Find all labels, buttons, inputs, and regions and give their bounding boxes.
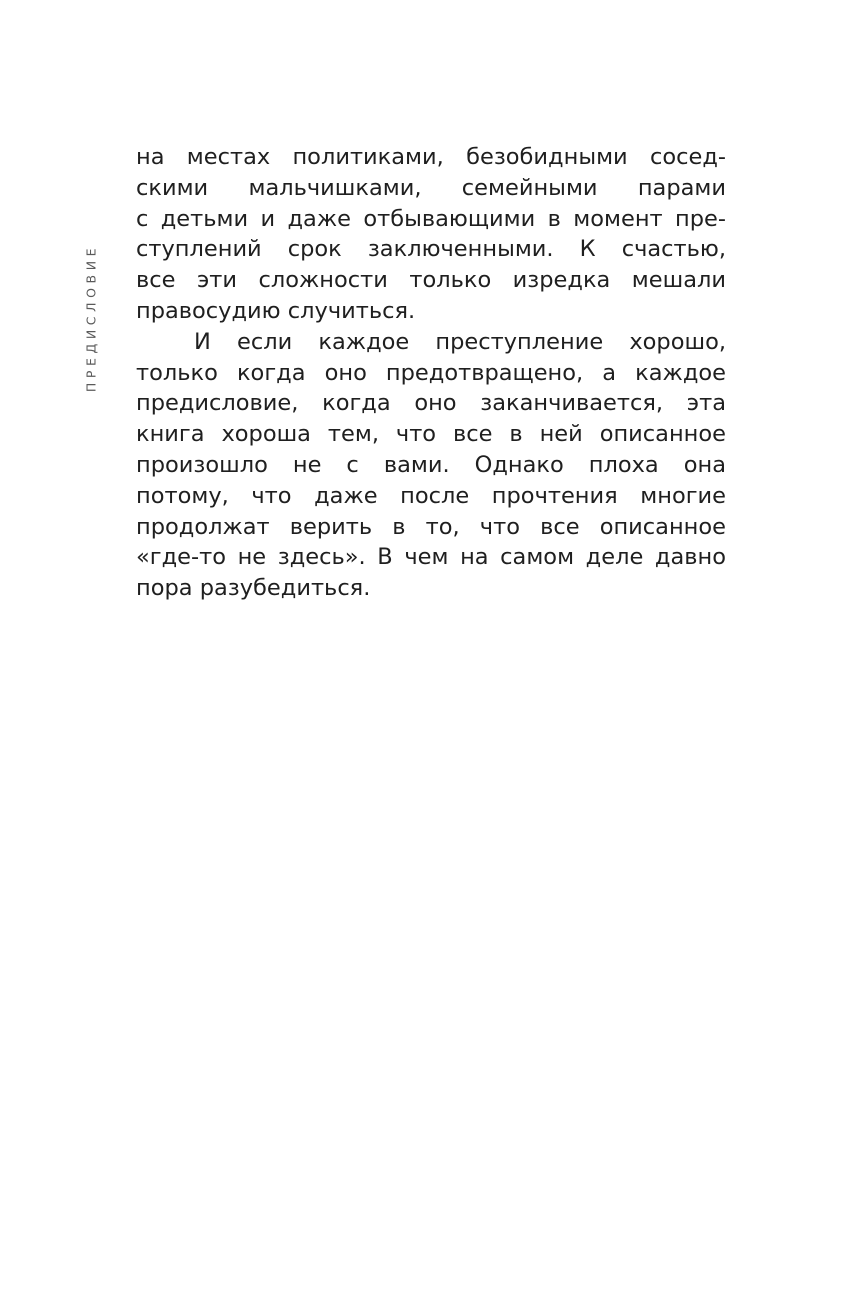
paragraph-2 <box>136 327 726 604</box>
text-line: правосудию случиться. <box>136 297 416 324</box>
text-line: только когда оно предотвращено, а каждое <box>136 359 726 386</box>
text-line: ступлений срок заключенными. К счастью, <box>136 236 726 263</box>
body-text <box>136 142 726 604</box>
text-line: скими мальчишками, семейными парами <box>136 174 726 201</box>
text-line: пора разубедиться. <box>136 575 371 602</box>
running-head: ПРЕДИСЛОВИЕ <box>83 243 99 393</box>
text-line: на местах политиками, безобидными сосед- <box>136 144 726 170</box>
text-line: книга хороша тем, что все в ней описанное <box>136 421 726 448</box>
text-line: произошло не с вами. Однако плоха она <box>136 451 726 478</box>
paragraph-1 <box>136 142 726 327</box>
text-line: с детьми и даже отбывающими в момент пре- <box>136 205 726 232</box>
text-line: предисловие, когда оно заканчивается, эта <box>136 390 726 417</box>
text-line: потому, что даже после прочтения многие <box>136 482 726 509</box>
text-line: И если каждое преступление хорошо, <box>194 328 726 355</box>
text-line: «где-то не здесь». В чем на самом деле давно <box>136 544 726 571</box>
text-line: все эти сложности только изредка мешали <box>136 267 726 294</box>
text-line: продолжат верить в то, что все описанное <box>136 513 726 540</box>
